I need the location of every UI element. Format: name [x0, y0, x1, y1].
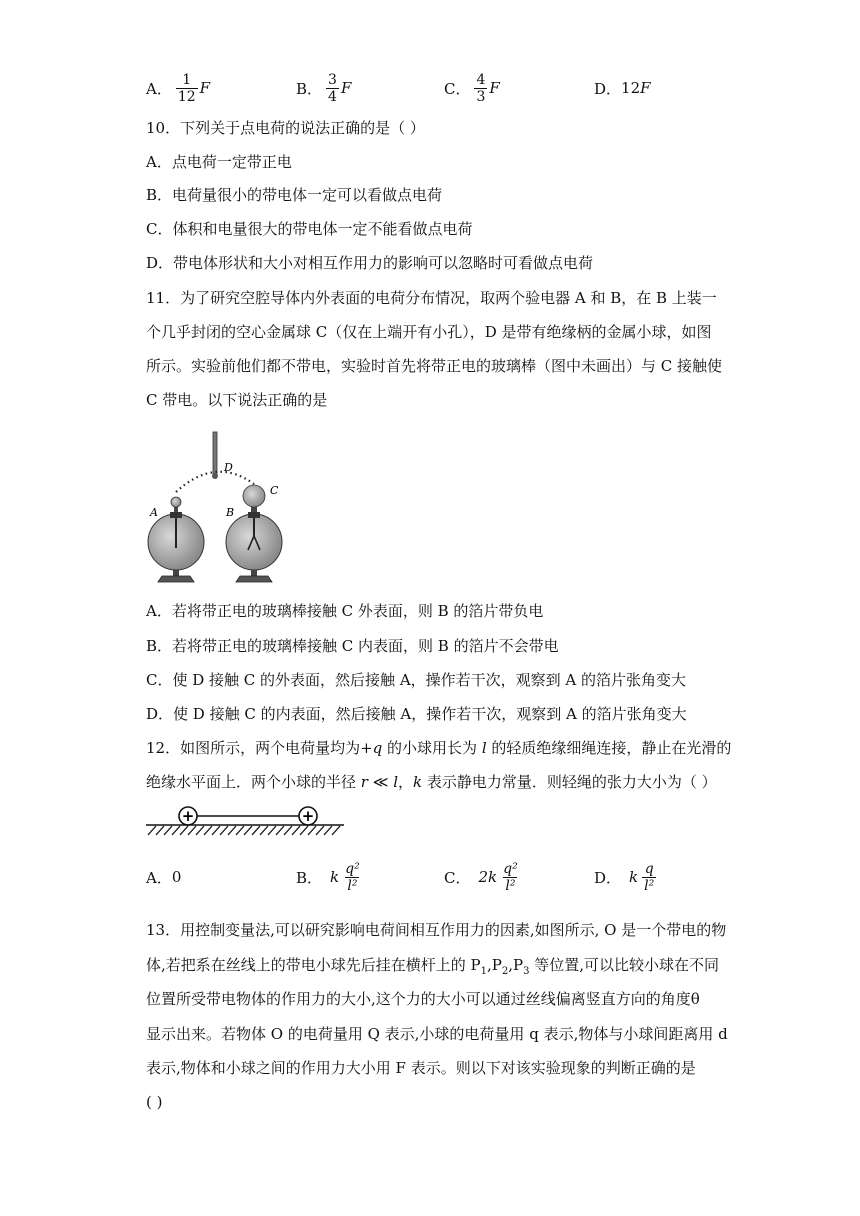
- q9-option-a: [146, 66, 210, 110]
- q13-stem-line-1: 13．用控制变量法,可以研究影响电荷间相互作用力的因素,如图所示, O 是一个带电的物: [146, 921, 727, 939]
- fraction: $\frac{4}{3}$: [476, 71, 486, 105]
- option-letter: C．: [444, 79, 471, 98]
- figure-label-b: B: [226, 506, 235, 519]
- q12-options: [146, 855, 766, 899]
- q10-option-b: B．电荷量很小的带电体一定可以看做点电荷: [146, 186, 443, 204]
- fraction: $\frac{\text{q²}}{\text{l²}}$: [345, 860, 360, 894]
- fraction: $\frac{\text{q²}}{\text{l²}}$: [503, 860, 518, 894]
- q11-stem-line-3: 所示。实验前他们都不带电，实验时首先将带正电的玻璃棒（图中未画出）与 C 接触使: [146, 357, 723, 375]
- q12-option-c: [444, 855, 522, 899]
- figure-label-d: D: [224, 461, 233, 474]
- q11-option-d: D．使 D 接触 C 的内表面，然后接触 A，操作若干次，观察到 A 的箔片张角变大: [146, 705, 687, 723]
- q11-option-a: A．若将带正电的玻璃棒接触 C 外表面，则 B 的箔片带负电: [146, 602, 544, 620]
- q11-stem-line-2: 个几乎封闭的空心金属球 C（仅在上端开有小孔），D 是带有绝缘柄的金属小球，如图: [146, 323, 712, 341]
- coefficient: k: [629, 868, 639, 886]
- q12-stem-line-2: 绝缘水平面上．两个小球的半径 r ≪ l，k 表示静电力常量．则轻绳的张力大小为（ ）: [146, 773, 717, 791]
- q13-stem-line-2: 体,若把系在丝线上的带电小球先后挂在横杆上的 $P_1,P_2,P_3$ 等位置,可以比较小球在不同: [146, 956, 720, 977]
- variable: F: [199, 79, 211, 97]
- figure-label-c: C: [270, 484, 279, 497]
- option-letter: A．: [146, 868, 172, 887]
- q11-stem-line-4: C 带电。以下说法正确的是: [146, 391, 328, 409]
- q13-stem-line-4: 显示出来。若物体 O 的电荷量用 Q 表示,小球的电荷量用 q 表示,物体与小球间距离用 d: [146, 1025, 728, 1043]
- fraction: $\frac{q}{\text{l²}}$: [644, 860, 655, 894]
- q13-stem-line-5: 表示,物体和小球之间的作用力大小用 F 表示。则以下对该实验现象的判断正确的是: [146, 1059, 696, 1077]
- q12-option-b: [296, 855, 364, 899]
- fraction: $\frac{3}{4}$: [328, 71, 337, 105]
- q13-stem-line-6: ( ): [146, 1093, 163, 1111]
- charged-balls-figure: [144, 804, 346, 836]
- fraction: $\frac{1}{12}$: [177, 71, 196, 105]
- coefficient: k: [330, 868, 340, 886]
- q10-option-a: A．点电荷一定带正电: [146, 153, 292, 171]
- q11-stem-line-1: 11．为了研究空腔导体内外表面的电荷分布情况，取两个验电器 A 和 B，在 B 上装一: [146, 289, 717, 307]
- q9-option-c: [444, 66, 500, 110]
- variable: F: [340, 79, 352, 97]
- option-value: 12: [621, 79, 641, 97]
- q11-option-b: B．若将带正电的玻璃棒接触 C 内表面，则 B 的箔片不会带电: [146, 637, 559, 655]
- q11-option-c: C．使 D 接触 C 的外表面，然后接触 A，操作若干次，观察到 A 的箔片张角变大: [146, 671, 687, 689]
- q10-option-c: C．体积和电量很大的带电体一定不能看做点电荷: [146, 220, 473, 238]
- option-value: 0: [171, 868, 182, 886]
- option-letter: C．: [444, 868, 471, 887]
- option-letter: A．: [146, 79, 172, 98]
- option-letter: B．: [296, 868, 323, 887]
- ball-right-sign: +: [301, 807, 315, 825]
- q10-option-d: D．带电体形状和大小对相互作用力的影响可以忽略时可看做点电荷: [146, 254, 594, 272]
- option-letter: D．: [594, 868, 622, 887]
- q9-option-b: [296, 66, 351, 110]
- q12-option-a: [146, 855, 181, 899]
- option-letter: D．: [594, 79, 622, 98]
- option-letter: B．: [296, 79, 323, 98]
- figure-label-a: A: [150, 506, 158, 519]
- q12-option-d: [594, 855, 658, 899]
- variable: F: [640, 79, 651, 97]
- q13-stem-line-3: 位置所受带电物体的作用力的大小,这个力的大小可以通过丝线偏离竖直方向的角度θ: [146, 990, 700, 1008]
- q12-stem-line-1: 12．如图所示，两个电荷量均为+q 的小球用长为 l 的轻质绝缘细绳连接，静止在光滑的: [146, 739, 732, 757]
- q9-options: [146, 66, 766, 110]
- ball-left-sign: +: [181, 807, 195, 825]
- electroscope-figure: [140, 428, 310, 588]
- coefficient: 2k: [478, 868, 498, 886]
- q9-option-d: [594, 66, 651, 110]
- variable: F: [489, 79, 500, 97]
- q10-stem: 10．下列关于点电荷的说法正确的是（ ）: [146, 119, 425, 137]
